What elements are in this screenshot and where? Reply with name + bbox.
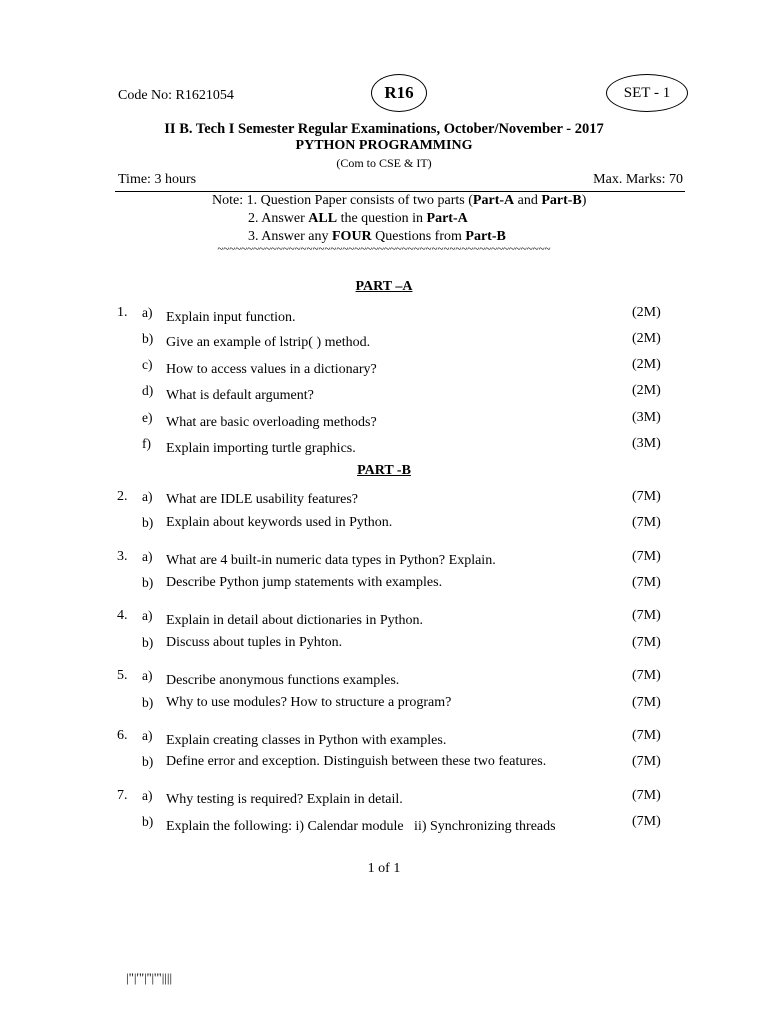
sub-label: d) (142, 383, 154, 398)
question-number: 2. (117, 489, 128, 504)
page-number: 1 of 1 (367, 861, 401, 876)
question-number: 1. (117, 305, 128, 320)
question-marks: (7M) (632, 728, 661, 743)
question-text: Explain the following: i) Calendar module ii) Synchronizing threads (166, 819, 556, 834)
question-marks: (7M) (632, 608, 661, 623)
note-text: the question in (337, 211, 427, 226)
question-text: Explain creating classes in Python with examples. (166, 733, 447, 748)
exam-time: Time: 3 hours (118, 172, 197, 187)
question-number: 4. (117, 608, 128, 623)
sub-label: b) (142, 331, 154, 346)
code-number: Code No: R1621054 (118, 88, 234, 103)
sub-label: a) (142, 668, 153, 683)
set-badge (606, 74, 688, 112)
question-marks: (2M) (632, 383, 661, 398)
question-text: What are IDLE usability features? (166, 492, 359, 507)
question-marks: (2M) (632, 357, 661, 372)
exam-title: II B. Tech I Semester Regular Examinations, October/November - 2017 (164, 121, 604, 137)
question-marks: (7M) (632, 814, 661, 829)
sub-label: a) (142, 305, 153, 320)
question-marks: (7M) (632, 695, 661, 710)
question-marks: (7M) (632, 549, 661, 564)
barcode: |"|'"|''|'"|||| (126, 970, 173, 985)
question-marks: (7M) (632, 575, 661, 590)
question-text: What are 4 built-in numeric data types in Python? Explain. (166, 553, 496, 568)
question-text: Why to use modules? How to structure a program? (166, 695, 452, 710)
note-text: Note: 1. Question Paper consists of two parts ( (212, 193, 473, 208)
part-a-heading: PART –A (355, 279, 413, 294)
question-text: How to access values in a dictionary? (166, 362, 377, 377)
note-bold: Part-B (465, 229, 506, 244)
question-text: Explain in detail about dictionaries in Python. (166, 613, 424, 628)
sub-label: b) (142, 575, 154, 590)
question-marks: (2M) (632, 331, 661, 346)
question-text: Give an example of lstrip( ) method. (166, 335, 371, 350)
question-text: Describe Python jump statements with examples. (166, 575, 443, 590)
subject-title: PYTHON PROGRAMMING (295, 138, 473, 153)
sub-label: a) (142, 728, 153, 743)
question-marks: (7M) (632, 788, 661, 803)
question-marks: (7M) (632, 635, 661, 650)
question-number: 7. (117, 788, 128, 803)
question-text: Describe anonymous functions examples. (166, 673, 400, 688)
question-text: Explain importing turtle graphics. (166, 441, 356, 456)
sub-label: a) (142, 489, 153, 504)
tilde-separator: ~~~~~~~~~~~~~~~~~~~~~~~~~~~~~~~~~~~~~~~~~~~~~~~~~~~~~~~~ (217, 243, 551, 255)
regulation-badge (371, 74, 427, 112)
note-line-2 (212, 210, 586, 228)
question-marks: (7M) (632, 489, 661, 504)
sub-label: a) (142, 549, 153, 564)
question-text: Explain about keywords used in Python. (166, 515, 393, 530)
max-marks: Max. Marks: 70 (593, 172, 683, 187)
note-text: 2. Answer (248, 211, 309, 226)
note-text: 3. Answer any (248, 229, 332, 244)
note-text: and (514, 193, 542, 208)
note-text: Questions from (371, 229, 466, 244)
question-text: Define error and exception. Distinguish between these two features. (166, 754, 547, 769)
note-bold: ALL (308, 211, 338, 226)
sub-label: b) (142, 814, 154, 829)
sub-label: b) (142, 515, 154, 530)
note-bold: Part-A (472, 193, 515, 208)
sub-label: a) (142, 788, 153, 803)
set-label: SET - 1 (623, 84, 671, 101)
branches: (Com to CSE & IT) (336, 156, 432, 170)
sub-label: e) (142, 410, 153, 425)
note-bold: FOUR (332, 229, 372, 244)
sub-label: b) (142, 754, 154, 769)
question-number: 5. (117, 668, 128, 683)
question-marks: (7M) (632, 668, 661, 683)
question-text: Discuss about tuples in Pyhton. (166, 635, 343, 650)
note-text: ) (581, 193, 587, 208)
question-marks: (3M) (632, 436, 661, 451)
note-line-1 (212, 192, 586, 210)
note-bold: Part-A (426, 211, 468, 226)
sub-label: c) (142, 357, 153, 372)
note-bold: Part-B (541, 193, 582, 208)
question-text: What are basic overloading methods? (166, 415, 377, 430)
question-number: 6. (117, 728, 128, 743)
question-marks: (7M) (632, 754, 661, 769)
question-marks: (3M) (632, 410, 661, 425)
instructions-note (212, 192, 586, 246)
question-marks: (2M) (632, 305, 661, 320)
regulation-label: R16 (384, 83, 414, 102)
sub-label: a) (142, 608, 153, 623)
part-b-heading: PART -B (357, 463, 411, 478)
question-marks: (7M) (632, 515, 661, 530)
sub-label: b) (142, 635, 154, 650)
sub-label: f) (142, 436, 151, 451)
question-text: Why testing is required? Explain in detail. (166, 792, 403, 807)
question-text: Explain input function. (166, 310, 296, 325)
question-number: 3. (117, 549, 128, 564)
sub-label: b) (142, 695, 154, 710)
question-text: What is default argument? (166, 388, 314, 403)
